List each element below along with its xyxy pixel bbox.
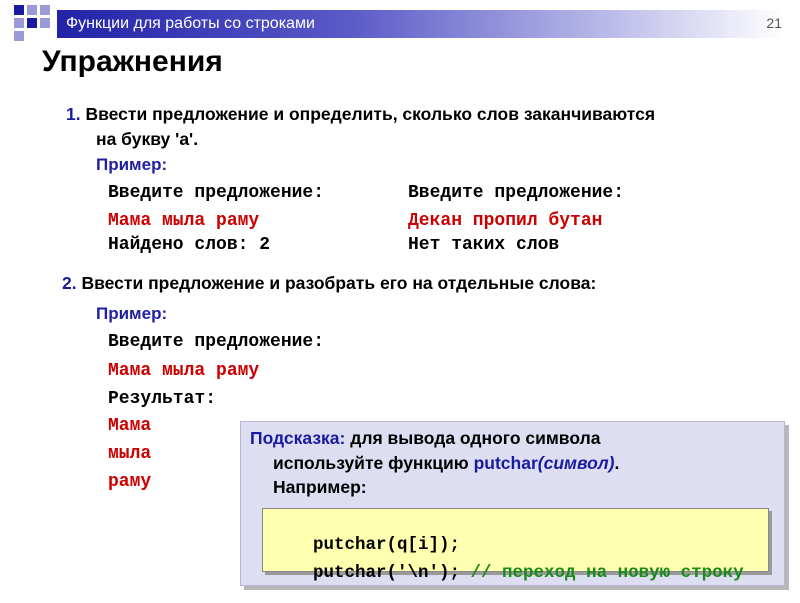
exercise-2 bbox=[62, 271, 596, 296]
example-label: Пример: bbox=[96, 155, 168, 174]
hint-line-3: Например: bbox=[273, 477, 367, 497]
exercise-text: Ввести предложение и разобрать его на отдельные слова: bbox=[81, 273, 597, 293]
code-comment: // переход на новую строку bbox=[470, 563, 744, 583]
hint-func-name: putchar bbox=[473, 453, 538, 473]
hint-text: для вывода одного символа bbox=[345, 428, 601, 448]
example-a-prompt: Введите предложение: bbox=[108, 183, 325, 203]
hint-func-arg: (символ) bbox=[537, 453, 615, 473]
example-input: Мама мыла раму bbox=[108, 361, 260, 381]
header-square-decoration bbox=[14, 31, 24, 41]
code-box bbox=[262, 508, 769, 583]
exercise-1 bbox=[66, 102, 655, 127]
example-label: Пример: bbox=[96, 304, 168, 323]
exercise-number: 2. bbox=[62, 273, 77, 293]
code-line bbox=[271, 543, 744, 603]
hint-label: Подсказка: bbox=[250, 428, 346, 448]
header-square-decoration bbox=[14, 18, 24, 28]
example-a-input: Мама мыла раму bbox=[108, 211, 260, 231]
header-square-decoration bbox=[27, 5, 37, 15]
header-square-decoration bbox=[40, 18, 50, 28]
code-text: putchar('\n'); bbox=[313, 563, 471, 583]
example-a-result: Найдено слов: 2 bbox=[108, 235, 271, 255]
result-word: Мама bbox=[108, 416, 152, 436]
example-b-result: Нет таких слов bbox=[408, 235, 560, 255]
hint-line-1 bbox=[250, 426, 600, 451]
result-label: Результат: bbox=[108, 389, 217, 409]
example-b-prompt: Введите предложение: bbox=[408, 183, 625, 203]
exercise-text: Ввести предложение и определить, сколько слов заканчиваются bbox=[85, 104, 656, 124]
result-word: раму bbox=[108, 472, 152, 492]
exercise-number: 1. bbox=[66, 104, 81, 124]
slide-number: 21 bbox=[766, 15, 782, 31]
header-square-decoration bbox=[40, 5, 50, 15]
exercise-1-line2: на букву 'а'. bbox=[96, 129, 199, 149]
code-text: putchar(q[i]); bbox=[313, 535, 461, 555]
hint-text: . bbox=[614, 453, 620, 473]
header-square-decoration bbox=[14, 5, 24, 15]
slide-title: Упражнения bbox=[42, 45, 223, 78]
example-prompt: Введите предложение: bbox=[108, 332, 325, 352]
example-b-input: Декан пропил бутан bbox=[408, 211, 603, 231]
result-word: мыла bbox=[108, 444, 152, 464]
hint-line-2 bbox=[273, 451, 619, 476]
hint-text: используйте функцию bbox=[273, 453, 474, 473]
header-square-decoration bbox=[27, 18, 37, 28]
header-title: Функции для работы со строками bbox=[66, 15, 315, 32]
